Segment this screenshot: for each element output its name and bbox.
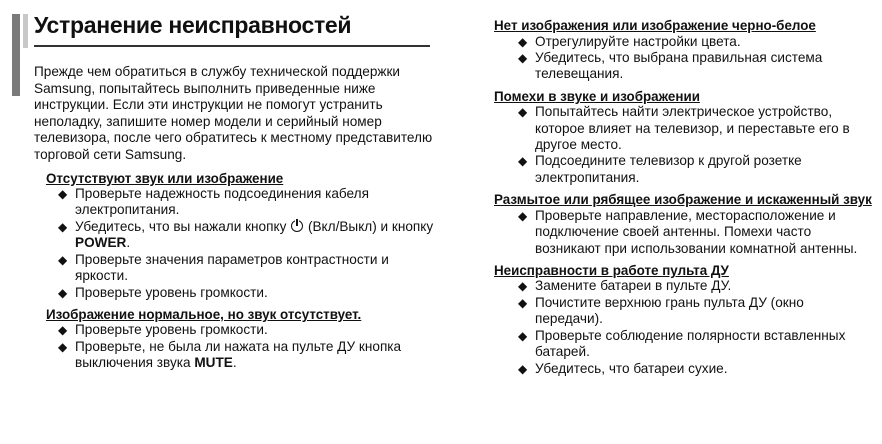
list-item: ◆ Проверьте уровень громкости.: [58, 322, 268, 338]
list-item: ◆ Убедитесь, что выбрана правильная система телевещания.: [518, 49, 823, 82]
accent-bar-secondary: [23, 14, 28, 48]
list-item: ◆ Отрегулируйте настройки цвета.: [518, 33, 741, 49]
list-item: ◆ Попытайтесь найти электрическое устройство, которое влияет на телевизор, и переставьте его в другое место.: [518, 104, 850, 153]
list-item: ◆ Проверьте значения параметров контрастности и яркости.: [58, 251, 389, 284]
diamond-bullet-icon: ◆: [58, 187, 68, 202]
section-remote-control: [494, 263, 874, 377]
section-no-sound-no-picture: [34, 171, 444, 301]
item-list: [494, 34, 874, 83]
section-heading: Размытое или рябящее изображение и искаженный звук: [494, 192, 872, 208]
list-item: ◆ Проверьте, не была ли нажата на пульте ДУ кнопка выключения звука MUTE.: [58, 338, 402, 371]
power-icon: [291, 220, 303, 232]
section-heading: Неисправности в работе пульта ДУ: [494, 262, 729, 278]
section-heading: Отсутствуют звук или изображение: [46, 170, 284, 186]
mute-key-label: MUTE: [194, 355, 233, 371]
diamond-bullet-icon: ◆: [518, 105, 528, 120]
section-picture-no-sound: [34, 307, 444, 372]
diamond-bullet-icon: ◆: [518, 295, 528, 310]
section-heading: Нет изображения или изображение черно-белое: [494, 18, 816, 33]
accent-bar: [12, 14, 20, 96]
list-item: ◆ Проверьте уровень громкости.: [58, 284, 268, 300]
item-list: [34, 322, 444, 371]
diamond-bullet-icon: ◆: [58, 252, 68, 267]
intro-paragraph: Прежде чем обратиться в службу технической поддержки Samsung, попытайтесь выполнить приведенные ниже инструкции. Если эти инструкции не помогут устранить неполадку, запишите номер модели и серийный номер телевизора, после чего обратитесь к местному представителю торговой сети Samsung.: [34, 64, 433, 162]
section-interference: [494, 89, 874, 187]
left-column: [34, 64, 444, 378]
power-key-label: POWER: [75, 235, 127, 251]
list-item: ◆ Проверьте направление, месторасположение и подключение своей антенны. Помехи часто возникают при использовании комнатной антенны.: [518, 207, 858, 256]
item-list: [494, 278, 874, 376]
list-item: ◆ Проверьте соблюдение полярности вставленных батарей.: [518, 327, 846, 360]
diamond-bullet-icon: ◆: [518, 154, 528, 169]
diamond-bullet-icon: ◆: [58, 323, 68, 338]
item-list: [494, 104, 874, 186]
diamond-bullet-icon: ◆: [518, 328, 528, 343]
list-item: ◆ Подсоедините телевизор к другой розетке электропитания.: [518, 153, 802, 185]
section-blurry-picture: [494, 192, 874, 257]
diamond-bullet-icon: ◆: [518, 361, 528, 376]
diamond-bullet-icon: ◆: [518, 50, 528, 65]
diamond-bullet-icon: ◆: [518, 34, 528, 49]
section-no-picture-bw: [494, 18, 874, 83]
right-column: [494, 18, 874, 383]
section-heading: Помехи в звуке и изображении: [494, 88, 700, 104]
list-item: ◆ Почистите верхнюю грань пульта ДУ (окно передачи).: [518, 294, 804, 327]
diamond-bullet-icon: ◆: [58, 339, 68, 354]
diamond-bullet-icon: ◆: [58, 285, 68, 300]
page-title: Устранение неисправностей: [34, 12, 430, 47]
diamond-bullet-icon: ◆: [518, 279, 528, 294]
list-item: ◆ Замените батареи в пульте ДУ.: [518, 278, 732, 294]
diamond-bullet-icon: ◆: [58, 219, 68, 234]
section-heading: Изображение нормальное, но звук отсутствует.: [46, 306, 362, 322]
list-item: ◆ Убедитесь, что батареи сухие.: [518, 360, 728, 376]
list-item: ◆ Проверьте надежность подсоединения кабеля электропитания.: [58, 186, 369, 218]
list-item: ◆ Убедитесь, что вы нажали кнопку (Вкл/Выкл) и кнопку POWER.: [58, 218, 434, 251]
diamond-bullet-icon: ◆: [518, 208, 528, 223]
item-list: [34, 186, 444, 301]
item-list: [494, 208, 874, 257]
